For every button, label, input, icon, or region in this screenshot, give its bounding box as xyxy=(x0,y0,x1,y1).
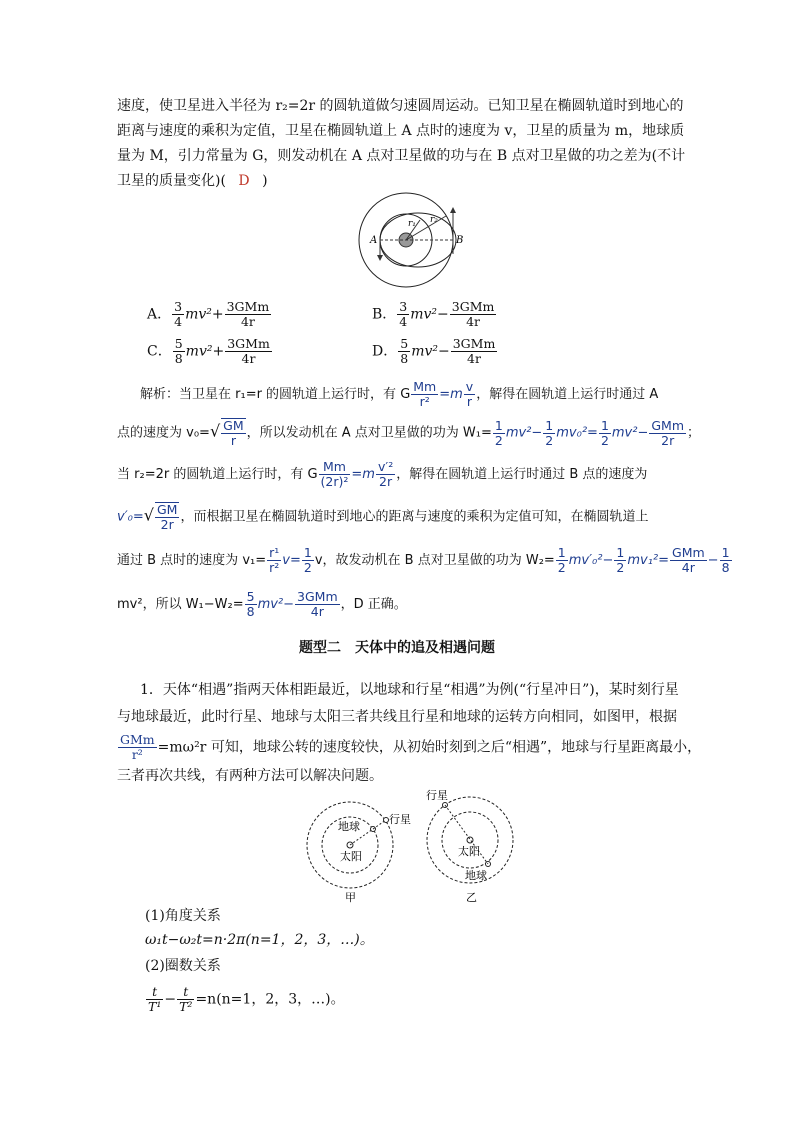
arrow-head-a xyxy=(377,255,383,261)
sol2-g: ； xyxy=(687,425,701,441)
sol1-eq: =m xyxy=(439,387,463,402)
option-d xyxy=(372,337,498,366)
sol2-half1-den: 2 xyxy=(494,432,503,448)
sol5-d: mv′₀²− xyxy=(568,553,614,568)
option-d-key: D． xyxy=(372,343,398,360)
option-a-mid: mv²+ xyxy=(185,306,224,323)
sol3-b: ，解得在圆轨道上运行时通过 B 点的速度为 xyxy=(396,467,648,482)
sol5-half1-den: 2 xyxy=(303,560,312,575)
sol3-eq: =m xyxy=(351,467,375,482)
option-d-frac2-den: 4r xyxy=(467,351,481,366)
sol1-frac1-den: r² xyxy=(419,394,430,409)
rel2-frac2-den: T² xyxy=(179,999,193,1014)
sol4-b: ，而根据卫星在椭圆轨道时到地心的距离与速度的乘积为定值可知，在椭圆轨道上 xyxy=(180,509,649,525)
yi-caption: 乙 xyxy=(466,891,477,904)
relation-2-equation xyxy=(145,985,345,1014)
option-a-frac2-den: 4r xyxy=(240,314,255,329)
option-c xyxy=(147,337,273,366)
sol2-frac-den: 2r xyxy=(661,432,675,448)
sol5-frac-num: GMm xyxy=(672,545,705,560)
para3-b: =mω²r 可知，地球公转的速度较快，从初始时刻到之后“相遇”，地球与行星距离最小， xyxy=(157,739,702,756)
solution-line-4: v′₀=√ $\frac{GM}{2r}$ ，而根据卫星在椭圆轨道时到地心的距离与速度的乘积为定值可知，在椭圆轨道上 xyxy=(117,502,649,532)
sol1-b: ，解得在圆轨道上运行时通过 A xyxy=(476,387,659,402)
sol2-d: mv₀²= xyxy=(556,425,598,441)
option-b-frac1-den: 4 xyxy=(399,314,408,329)
sol2-root-num: GM xyxy=(223,418,244,433)
sol4-root-den: 2r xyxy=(160,517,174,532)
sol1-a: 解析：当卫星在 r₁=r 的圆轨道上运行时，有 G xyxy=(140,387,411,402)
option-a-key: A． xyxy=(147,306,172,323)
option-a-frac1-den: 4 xyxy=(174,314,183,329)
option-a xyxy=(147,300,272,329)
label-b: B xyxy=(456,235,464,246)
orbit-figure xyxy=(350,192,465,292)
sol3-a: 当 r₂=2r 的圆轨道上运行时，有 G xyxy=(117,467,318,482)
sol5-e: mv₁²= xyxy=(627,553,670,568)
sol2-frac-num: GMm xyxy=(651,417,685,433)
option-b-frac2-num: 3GMm xyxy=(451,299,495,314)
solution-line-6 xyxy=(117,590,407,619)
rel2-frac1-den: T¹ xyxy=(148,999,162,1014)
sol4-root-num: GM xyxy=(156,502,178,517)
solution-line-3 xyxy=(117,460,647,489)
sol2-a: 点的速度为 v₀= xyxy=(117,425,210,441)
problem-line-4-suffix: ) xyxy=(262,173,268,189)
option-a-frac1-num: 3 xyxy=(174,299,183,314)
para-line-1: 1．天体“相遇”指两天体相距最近，以地球和行星“相遇”为例(“行星冲日”)，某时刻行星 xyxy=(140,682,679,698)
rel2-minus: − xyxy=(164,991,177,1008)
section-title: 题型二 天体中的追及相遇问题 xyxy=(299,640,495,656)
sol5-frac-den: 4r xyxy=(681,560,695,575)
relation-2-title: (2)圈数关系 xyxy=(145,958,221,974)
sol1-frac1-num: Mm xyxy=(413,379,437,394)
label-r1: r₁ xyxy=(408,219,416,229)
problem-line-4 xyxy=(117,171,268,191)
sol2-c: mv²− xyxy=(505,425,543,441)
sol5-b: v= xyxy=(282,553,301,568)
sol5-frac2-num: 1 xyxy=(721,545,730,560)
option-c-frac2-den: 4r xyxy=(241,351,256,366)
rel2-tail: =n(n=1，2，3，…)。 xyxy=(195,991,345,1008)
sol5-half2-den: 2 xyxy=(557,560,566,575)
solution-line-5 xyxy=(117,546,733,575)
rel2-frac1-num: t xyxy=(146,985,163,1000)
problem-line-4-prefix: 卫星的质量变化)( xyxy=(117,173,226,189)
sol6-frac1-den: 8 xyxy=(246,604,255,619)
sol3-frac2-num: v′² xyxy=(377,459,394,474)
option-c-mid: mv²+ xyxy=(185,343,225,360)
yi-planet-label: 行星 xyxy=(426,789,448,802)
para-line-4: 三者再次共线，有两种方法可以解决问题。 xyxy=(117,768,383,784)
sol5-c: v，故发动机在 B 点对卫星做的功为 W₂= xyxy=(314,553,555,568)
sol2-e: mv²− xyxy=(611,425,649,441)
sol5-g: − xyxy=(707,553,719,568)
sol2-half2-num: 1 xyxy=(545,417,554,433)
option-d-mid: mv²− xyxy=(411,343,450,360)
sol1-frac2-num: v xyxy=(465,379,474,394)
sol6-c: mv²− xyxy=(257,597,295,612)
option-b-frac2-den: 4r xyxy=(466,314,481,329)
para3-frac-den: r² xyxy=(131,747,143,762)
option-c-frac1-den: 8 xyxy=(174,351,183,366)
sol6-frac1-num: 5 xyxy=(246,589,255,604)
option-b-mid: mv²− xyxy=(410,306,449,323)
sol6-frac2-den: 4r xyxy=(310,604,324,619)
sol1-frac2-den: r xyxy=(466,394,473,409)
conjunction-figure xyxy=(300,785,520,905)
option-c-frac1-num: 5 xyxy=(174,336,183,351)
problem-line-3: 量为 M，引力常量为 G，则发动机在 A 点对卫星做的功与在 B 点对卫星做的功之差为(不计 xyxy=(117,148,686,164)
jia-caption: 甲 xyxy=(345,891,356,904)
option-c-frac2-num: 3GMm xyxy=(227,336,270,351)
jia-earth-label: 地球 xyxy=(338,820,360,833)
option-d-frac2-num: 3GMm xyxy=(452,336,496,351)
sol6-frac2-num: 3GMm xyxy=(297,589,338,604)
sol2-half3-den: 2 xyxy=(600,432,609,448)
jia-planet-label: 行星 xyxy=(389,813,411,826)
option-d-frac1-num: 5 xyxy=(400,336,409,351)
sol5-half2-num: 1 xyxy=(557,545,566,560)
label-a: A xyxy=(370,235,378,246)
sol6-a: mv²，所以 W₁−W₂= xyxy=(117,597,244,612)
option-a-frac2-num: 3GMm xyxy=(226,299,270,314)
sol5-half3-den: 2 xyxy=(616,560,625,575)
solution-line-2: 点的速度为 v₀=√ $\frac{GM}{r}$ ，所以发动机在 A 点对卫星做的功为 W₁= $\frac{1}{2}$ mv²− $\frac{1}{2}$ mv₀²= $\frac{1}{2}$ mv²− $\frac{\text{GMm}}{2r}$ ； xyxy=(117,417,701,448)
para-line-3 xyxy=(117,733,701,762)
sol6-e: ，D 正确。 xyxy=(340,597,407,612)
option-b-key: B． xyxy=(372,306,397,323)
sol5-half3-num: 1 xyxy=(616,545,625,560)
sol2-b: ，所以发动机在 A 点对卫星做的功为 W₁= xyxy=(246,425,492,441)
relation-1-title: (1)角度关系 xyxy=(145,908,221,924)
sol5-frac2-den: 8 xyxy=(721,560,730,575)
option-c-key: C． xyxy=(147,343,172,360)
arrow-head-b xyxy=(450,207,456,213)
sol3-frac2-den: 2r xyxy=(379,474,393,489)
rel2-frac2-num: t xyxy=(177,985,194,1000)
sol2-half3-num: 1 xyxy=(600,417,609,433)
yi-earth-label: 地球 xyxy=(465,869,487,882)
solution-line-1 xyxy=(140,380,658,409)
label-r2: r₂ xyxy=(430,215,438,225)
sol3-frac1-den: (2r)² xyxy=(320,474,349,489)
sol5-a: 通过 B 点时的速度为 v₁= xyxy=(117,553,267,568)
sol2-half1-num: 1 xyxy=(494,417,503,433)
jia-sun-label: 太阳 xyxy=(340,850,362,863)
para3-frac-num: GMm xyxy=(120,732,155,747)
sol4-a: v′₀= xyxy=(117,509,144,525)
yi-sun-label: 太阳 xyxy=(458,845,480,858)
para-line-2: 与地球最近，此时行星、地球与太阳三者共线且行星和地球的运转方向相同，如图甲，根据 xyxy=(117,709,677,725)
sol2-root-den: r xyxy=(230,433,236,448)
option-b xyxy=(372,300,497,329)
option-d-frac1-den: 8 xyxy=(400,351,409,366)
sol3-frac1-num: Mm xyxy=(319,460,351,475)
answer-letter: D xyxy=(238,173,250,189)
sol5-frac1-num: r¹ xyxy=(269,545,280,560)
sol5-frac1-den: r² xyxy=(269,560,280,575)
relation-1-equation: ω₁t−ω₂t=n·2π(n=1，2，3，…)。 xyxy=(145,932,374,948)
option-b-frac1-num: 3 xyxy=(399,299,408,314)
sol2-half2-den: 2 xyxy=(545,432,554,448)
sol5-half1-num: 1 xyxy=(303,545,312,560)
problem-line-1: 速度，使卫星进入半径为 r₂=2r 的圆轨道做匀速圆周运动。已知卫星在椭圆轨道时到地心的 xyxy=(117,98,684,114)
problem-line-2: 距离与速度的乘积为定值，卫星在椭圆轨道上 A 点时的速度为 v，卫星的质量为 m，地球质 xyxy=(117,123,685,139)
